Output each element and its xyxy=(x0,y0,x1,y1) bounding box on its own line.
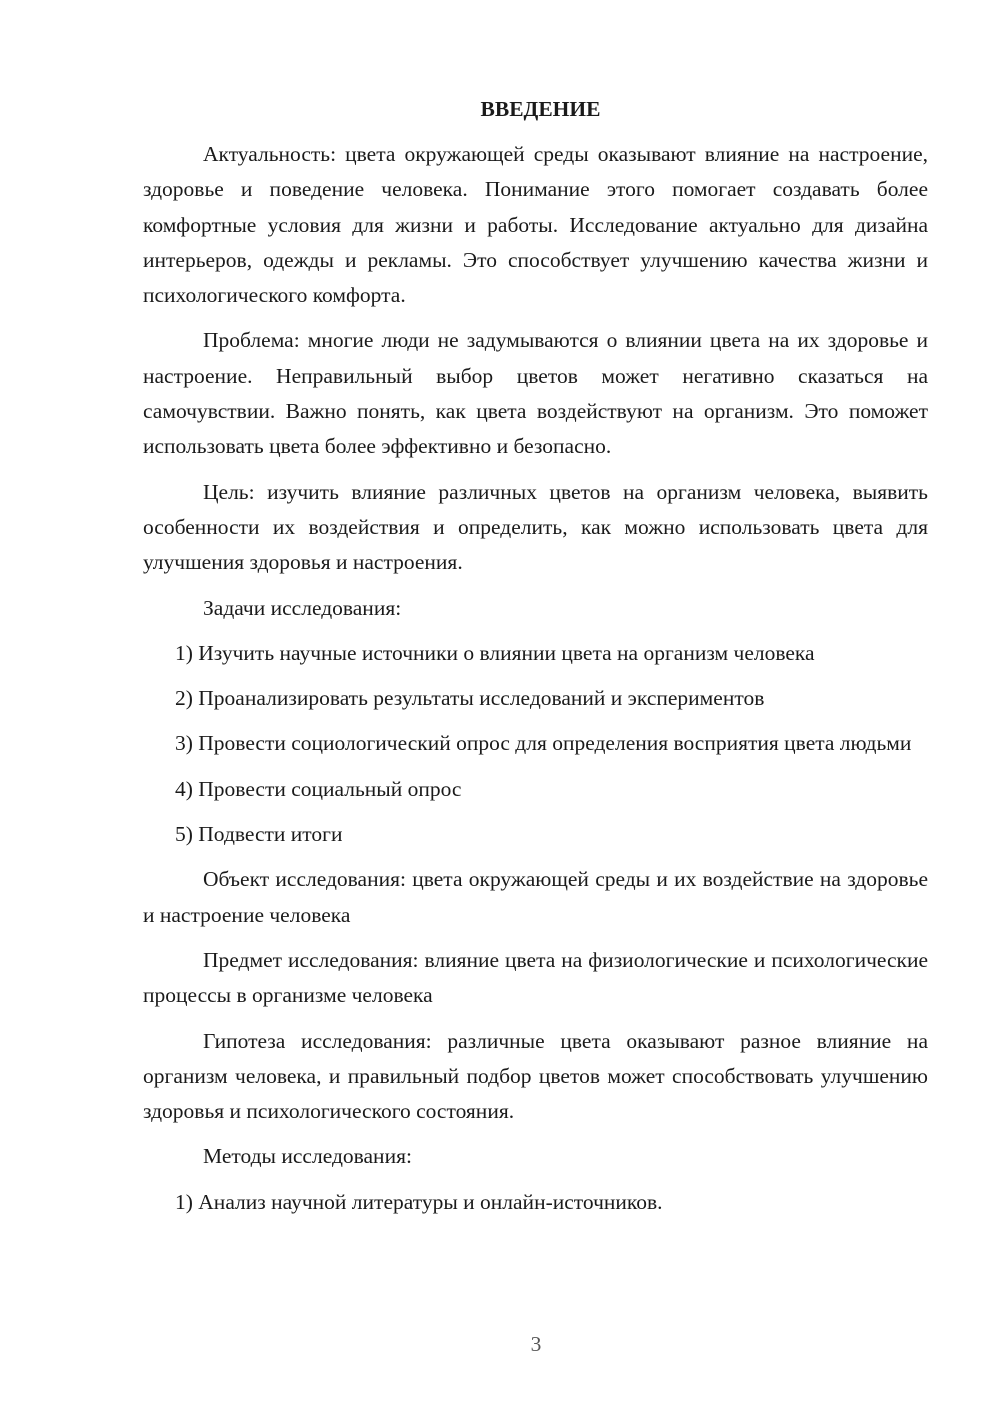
problem-paragraph: Проблема: многие люди не задумываются о влиянии цвета на их здоровье и настроение. Неправильный выбор цветов может негативно сказаться на самочувствии. Важно понять, как цвета воздействуют на организм. Это поможет использовать цвета более эффективно и безопасно. xyxy=(143,328,928,459)
tasks-heading: Задачи исследования: xyxy=(203,595,402,620)
task-item: 4) Провести социальный опрос xyxy=(175,776,462,801)
task-item: 3) Провести социологический опрос для определения восприятия цвета людьми xyxy=(175,731,912,756)
hypothesis-paragraph: Гипотеза исследования: различные цвета оказывают разное влияние на организм человека, и правильный подбор цветов может способствовать улучшению здоровья и психологического состояния. xyxy=(143,1028,928,1124)
task-item: 1) Изучить научные источники о влиянии цвета на организм человека xyxy=(175,640,815,665)
subject-paragraph: Предмет исследования: влияние цвета на физиологические и психологические процессы в организме человека xyxy=(143,947,928,1008)
method-item: 1) Анализ научной литературы и онлайн-источников. xyxy=(175,1189,663,1214)
object-paragraph: Объект исследования: цвета окружающей среды и их воздействие на здоровье и настроение человека xyxy=(143,867,928,927)
relevance-paragraph: Актуальность: цвета окружающей среды оказывают влияние на настроение, здоровье и поведение человека. Понимание этого помогает создавать более комфортные условия для жизни и работы. Исследование актуально для дизайна интерьеров, одежды и рекламы. Это способствует улучшению качества жизни и психологического комфорта. xyxy=(143,142,928,308)
goal-paragraph: Цель: изучить влияние различных цветов на организм человека, выявить особенности их воздействия и определить, как можно использовать цвета для улучшения здоровья и настроения. xyxy=(143,479,928,575)
document-page xyxy=(143,92,928,1230)
methods-heading: Методы исследования: xyxy=(203,1144,412,1169)
task-item: 5) Подвести итоги xyxy=(175,822,343,847)
section-title: ВВЕДЕНИЕ xyxy=(480,97,601,121)
task-item: 2) Проанализировать результаты исследований и экспериментов xyxy=(175,686,765,711)
page-number: 3 xyxy=(530,1332,542,1356)
